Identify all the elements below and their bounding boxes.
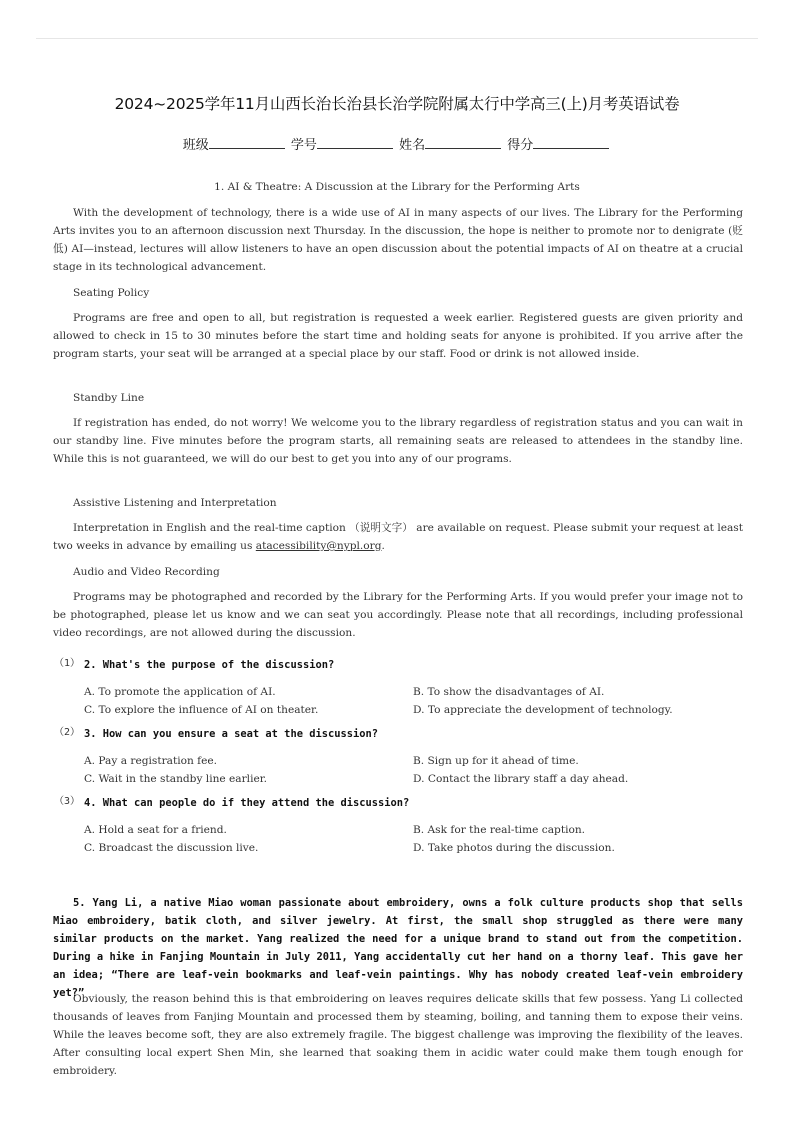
option-d[interactable]: D. Take photos during the discussion.: [413, 842, 615, 854]
name-label: 姓名: [399, 138, 426, 153]
section-heading-recording: Audio and Video Recording: [73, 566, 220, 578]
section-heading-seating: Seating Policy: [73, 287, 150, 299]
option-a[interactable]: A. Pay a registration fee.: [84, 755, 218, 767]
option-b[interactable]: B. Sign up for it ahead of time.: [413, 755, 579, 767]
option-a[interactable]: A. Hold a seat for a friend.: [84, 824, 227, 836]
assistive-text-before: Interpretation in English and the real-time caption （说明文字） are available on request. Please submit your request at least two weeks in advance by emailing us: [53, 522, 743, 552]
option-a[interactable]: A. To promote the application of AI.: [84, 686, 276, 698]
option-c[interactable]: C. Wait in the standby line earlier.: [84, 773, 267, 785]
option-d[interactable]: D. Contact the library staff a day ahead.: [413, 773, 629, 785]
section-heading-standby: Standby Line: [73, 392, 145, 404]
top-divider: [36, 38, 758, 39]
question-number: （2）: [54, 727, 81, 738]
question-number: （1）: [54, 658, 81, 669]
passage2-bold-paragraph: 5. Yang Li, a native Miao woman passionate about embroidery, owns a folk culture products shop that sells Miao embroidery, batik cloth, and silver jewelry. At first, the small shop struggled as there were many similar products on the market. Yang realized the need for a unique brand to stand out from the competition. During a hike in Fanjing Mountain in July 2011, Yang accidentally cut her hand on a thorny leaf. This gave her an idea; “There are leaf-vein bookmarks and leaf-vein paintings. Why has nobody created leaf-vein embroidery yet?”: [53, 897, 743, 999]
section-text-recording: Programs may be photographed and recorded by the Library for the Performing Arts. If you would prefer your image not to be photographed, please let us know and we can seat you accordingly. Please note that all recordings, including professional video recordings, are not allowed during the discussion.: [53, 591, 743, 639]
section-text-standby: If registration has ended, do not worry! We welcome you to the library regardless of registration status and you can wait in our standby line. Five minutes before the program starts, all remaining seats are released to attendees in the standby line. While this is not guaranteed, we will do our best to get you into any of our programs.: [53, 417, 743, 465]
option-b[interactable]: B. Ask for the real-time caption.: [413, 824, 586, 836]
student-id-label: 学号: [290, 138, 317, 153]
option-b[interactable]: B. To show the disadvantages of AI.: [413, 686, 605, 698]
name-blank[interactable]: [425, 136, 501, 149]
score-label: 得分: [507, 138, 534, 153]
passage2-paragraph-2: Obviously, the reason behind this is that embroidering on leaves requires delicate skills that few possess. Yang Li collected thousands of leaves from Fanjing Mountain and processed them by steaming, boiling, and tanning them to expose their veins. While the leaves become soft, they are also extremely fragile. The biggest challenge was improving the flexibility of the leaves. After consulting local expert Shen Min, she learned that soaking them in acidic water could make them tough enough for embroidery.: [53, 993, 743, 1077]
student-id-blank[interactable]: [317, 136, 393, 149]
class-label: 班级: [182, 138, 209, 153]
option-d[interactable]: D. To appreciate the development of technology.: [413, 704, 673, 716]
email-link[interactable]: atacessibility@nypl.org: [255, 540, 382, 552]
option-c[interactable]: C. To explore the influence of AI on theater.: [84, 704, 319, 716]
student-info-line: [0, 134, 794, 153]
question-number: （3）: [54, 796, 81, 807]
passage1-title: 1. AI & Theatre: A Discussion at the Library for the Performing Arts: [214, 181, 580, 193]
question-text: 3. How can you ensure a seat at the discussion?: [84, 728, 379, 740]
option-c[interactable]: C. Broadcast the discussion live.: [84, 842, 259, 854]
section-text-seating: Programs are free and open to all, but registration is requested a week earlier. Registered guests are given priority and allowed to check in 15 to 30 minutes before the start time and holding seats for anyone is prohibited. If you arrive after the program starts, your seat will be arranged at a special place by our staff. Food or drink is not allowed inside.: [53, 312, 743, 360]
assistive-text-after: .: [381, 540, 385, 552]
page-title: 2024~2025学年11月山西长治长治县长治学院附属太行中学高三(上)月考英语试卷: [114, 95, 680, 113]
score-blank[interactable]: [533, 136, 609, 149]
question-text: 2. What's the purpose of the discussion?: [84, 659, 335, 671]
question-text: 4. What can people do if they attend the discussion?: [84, 797, 410, 809]
class-blank[interactable]: [209, 136, 285, 149]
section-text-assistive: [53, 519, 743, 555]
passage1-intro: With the development of technology, there is a wide use of AI in many aspects of our lives. The Library for the Performing Arts invites you to an afternoon discussion next Thursday. In the discussion, the hope is neither to promote nor to denigrate (贬低) AI—instead, lectures will allow listeners to have an open discussion about the potential impacts of AI on theatre at a crucial stage in its technological advancement.: [53, 207, 743, 273]
section-heading-assistive: Assistive Listening and Interpretation: [73, 497, 277, 509]
